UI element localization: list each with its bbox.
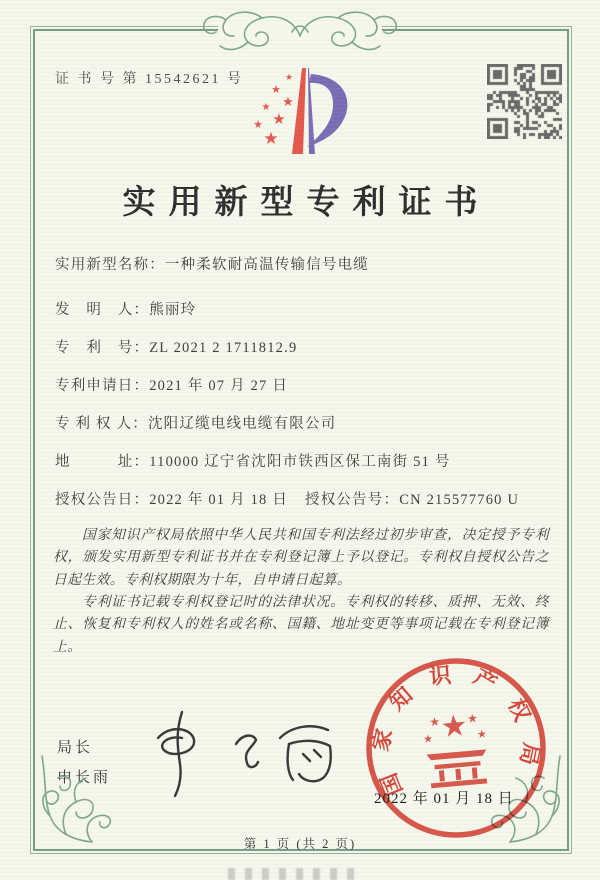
legal-paragraph-2: 专利证书记载专利权登记时的法律状况。专利权的转移、质押、无效、终止、恢复和专利权人的姓名或名称、国籍、地址变更等事项记载在专利登记簿上。 <box>53 594 549 654</box>
field-label: 授权公告日： <box>55 492 150 508</box>
svg-text:★: ★ <box>466 711 479 726</box>
field-patentee <box>55 412 336 433</box>
cnipa-logo <box>243 60 357 166</box>
field-label: 地 址： <box>55 454 150 470</box>
svg-text:★: ★ <box>282 95 294 110</box>
seal-text: 国家知识产权局 <box>367 660 545 800</box>
certificate-number: 证 书 号 第 15542621 号 <box>55 72 244 87</box>
svg-text:★: ★ <box>422 731 434 746</box>
svg-text:★: ★ <box>439 707 470 746</box>
logo-red-spike <box>292 68 306 154</box>
legal-paragraph-1: 国家知识产权局依照中华人民共和国专利法经过初步审查，决定授予专利权，颁发实用新型专利证书并在专利登记簿上予以登记。专利权自授权公告之日起生效。专利权期限为十年，自申请日起算。 <box>53 527 549 587</box>
svg-text:★: ★ <box>476 727 488 742</box>
seal-date: 2022 年 01 月 18 日 <box>374 791 514 807</box>
top-border-ornament <box>190 6 410 56</box>
qr-code <box>487 64 562 139</box>
official-seal <box>360 652 552 844</box>
field-value: 2022 年 01 月 18 日 <box>149 492 289 508</box>
grant-number <box>305 488 519 509</box>
field-label: 实用新型名称： <box>55 257 165 273</box>
field-filing-date <box>55 374 288 395</box>
field-value: 2021 年 07 月 27 日 <box>149 378 289 394</box>
svg-text:★: ★ <box>271 83 281 96</box>
svg-text:★: ★ <box>284 73 294 83</box>
page-number: 第 1 页 (共 2 页) <box>243 837 357 851</box>
legal-text <box>53 524 549 658</box>
director-signature <box>142 706 347 806</box>
cut-off-print <box>228 868 360 880</box>
field-value: 110000 辽宁省沈阳市铁西区保工南街 51 号 <box>149 454 451 470</box>
director-title: 局长 <box>57 740 94 756</box>
field-grant-row <box>55 488 520 509</box>
field-label: 专利申请日： <box>55 378 150 394</box>
field-label: 授权公告号： <box>305 492 400 508</box>
field-value: 熊丽玲 <box>149 302 197 318</box>
certificate-title: 实用新型专利证书 <box>122 185 491 221</box>
field-value: CN 215577760 U <box>399 492 520 508</box>
field-patent-number <box>55 336 297 357</box>
director-name: 申长雨 <box>57 770 112 786</box>
field-label: 专 利 权 人： <box>55 416 148 432</box>
bottom-left-corner-ornament <box>36 748 122 848</box>
grant-date <box>55 492 288 508</box>
field-address <box>55 450 451 471</box>
field-label: 发 明 人： <box>55 302 150 318</box>
svg-text:★: ★ <box>261 102 271 113</box>
national-emblem <box>421 706 491 788</box>
field-value: ZL 2021 2 1711812.9 <box>149 340 298 356</box>
field-value: 沈阳辽缆电线电缆有限公司 <box>147 416 337 432</box>
field-value: 一种柔软耐高温传输信号电缆 <box>164 257 370 273</box>
field-inventor <box>55 298 196 319</box>
svg-text:★: ★ <box>272 110 286 128</box>
field-utility-model-name <box>55 253 369 274</box>
svg-text:★: ★ <box>263 129 279 149</box>
field-label: 专 利 号： <box>55 340 150 356</box>
svg-text:★: ★ <box>253 118 263 131</box>
svg-text:★: ★ <box>428 714 441 730</box>
